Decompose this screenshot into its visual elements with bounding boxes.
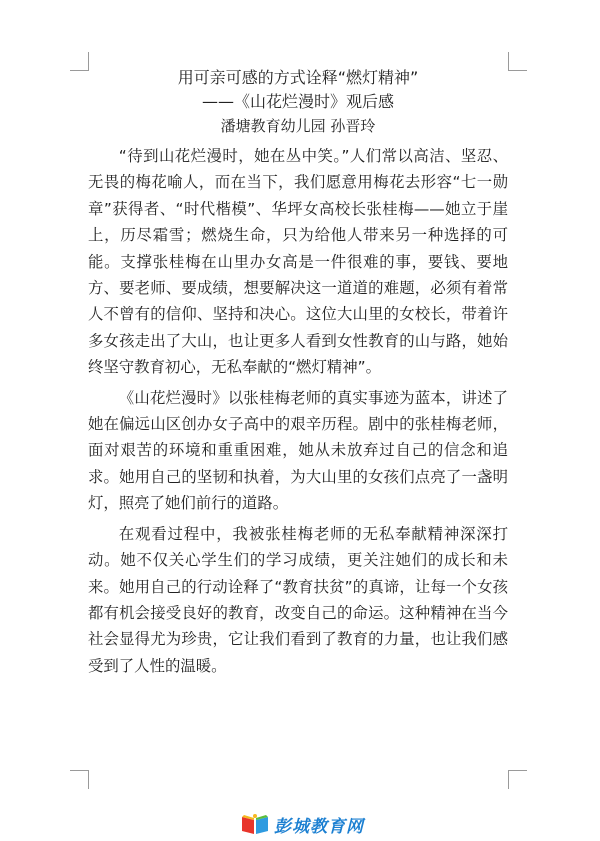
watermark-text: 彭城教育网 bbox=[274, 816, 364, 837]
book-logo-icon bbox=[240, 813, 270, 835]
crop-mark-top-left bbox=[70, 52, 89, 71]
document-title: 用可亲可感的方式诠释“燃灯精神” bbox=[177, 68, 419, 87]
paragraph-3: 在观看过程中，我被张桂梅老师的无私奉献精神深深打动。她不仅关心学生们的学习成绩，更关注她们的成长和未来。她用自己的行动诠释了“教育扶贫”的真谛，让每一个女孩都有机会接受良好的教育，改变自己的命运。这种精神在当今社会显得尤为珍贵，它让我们看到了教育的力量，也让我们感受到了人性的温暖。 bbox=[88, 524, 508, 675]
author-line: 潘塘教育幼儿园 孙晋玲 bbox=[220, 117, 376, 135]
paragraph-2: 《山花烂漫时》以张桂梅老师的真实事迹为蓝本，讲述了她在偏远山区创办女子高中的艰辛历程。剧中的张桂梅老师，面对艰苦的环境和重重困难，她从未放弃过自己的信念和追求。她用自己的坚韧和执着，为大山里的女孩们点亮了一盏明灯，照亮了她们前行的道路。 bbox=[88, 388, 508, 513]
document-subtitle: ——《山花烂漫时》观后感 bbox=[201, 92, 394, 111]
site-watermark bbox=[240, 812, 364, 836]
document-body bbox=[88, 143, 508, 683]
crop-mark-top-right bbox=[508, 52, 527, 71]
paragraph-1: “待到山花烂漫时，她在丛中笑。”人们常以高洁、坚忍、无畏的梅花喻人，而在当下，我们愿意用梅花去形容“七一勋章”获得者、“时代楷模”、华坪女高校长张桂梅——她立于崖上，历尽霜雪；燃烧生命，只为给他人带来另一种选择的可能。支撑张桂梅在山里办女高是一件很难的事，要钱、要地方、要老师、要成绩，想要解决这一道道的难题，必须有着常人不曾有的信仰、坚持和决心。这位大山里的女校长，带着许多女孩走出了大山，也让更多人看到女性教育的山与路，她始终坚守教育初心，无私奉献的“燃灯精神”。 bbox=[88, 147, 508, 377]
crop-mark-bottom-left bbox=[70, 770, 89, 789]
crop-mark-bottom-right bbox=[508, 770, 527, 789]
